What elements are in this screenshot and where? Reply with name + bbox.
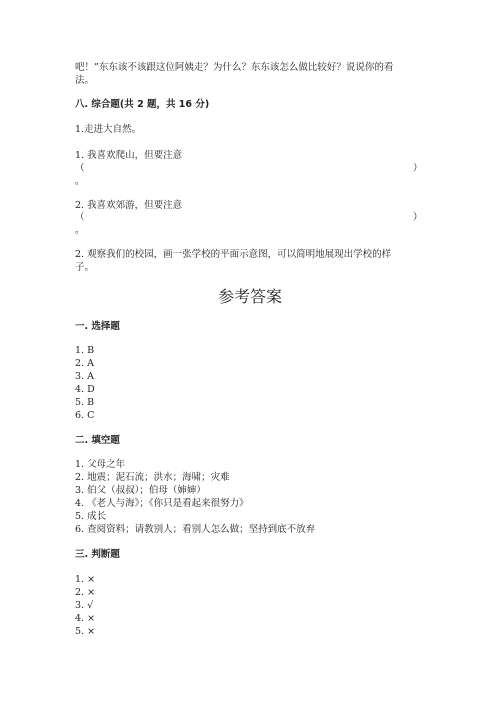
- choice-answer-6: 6. C: [75, 410, 95, 421]
- fill-answer-6: 6. 查阅资料；请教别人；看别人怎么做；坚持到底不放弃: [75, 524, 316, 535]
- section-heading-comprehensive: 八. 综合题(共 2 题，共 16 分): [75, 99, 210, 110]
- question-1a-text: 1. 我喜欢爬山，但要注意: [75, 150, 183, 161]
- fill-answer-3: 3. 伯父（叔叔）；伯母（婶婶）: [75, 485, 206, 496]
- judge-answer-2: 2. ×: [75, 587, 96, 598]
- question-intro-line-1: 吧！”东东该不该跟这位阿姨走？为什么？东东该怎么做比较好？说说你的看: [75, 62, 394, 73]
- question-2-line-1: 2. 观察我们的校园，画一张学校的平面示意图，可以简明地展现出学校的样: [75, 249, 392, 260]
- judge-answer-1: 1. ×: [75, 574, 96, 585]
- question-1a-close-paren: ）: [413, 163, 423, 174]
- answers-title: 参考答案: [217, 287, 282, 306]
- question-1-text: 1.走进大自然。: [75, 124, 142, 135]
- judge-answer-4: 4. ×: [75, 613, 96, 624]
- choice-answer-2: 2. A: [75, 358, 94, 369]
- choice-answer-1: 1. B: [75, 345, 95, 356]
- choice-answer-5: 5. B: [75, 397, 95, 408]
- question-intro-line-2: 法。: [75, 75, 95, 86]
- judge-answer-5: 5. ×: [75, 626, 96, 637]
- question-1b-close-paren: ）: [413, 212, 423, 223]
- question-1b-period: 。: [75, 225, 85, 236]
- fill-answer-4: 4. 《老人与海》；《你只是看起来很努力》: [75, 498, 249, 509]
- question-1a-open-paren: （: [75, 163, 85, 174]
- fill-answer-2: 2. 地震；泥石流；洪水；海啸；灾难: [75, 472, 230, 483]
- choice-answer-4: 4. D: [75, 384, 95, 395]
- question-1a-period: 。: [75, 176, 85, 187]
- fill-answer-5: 5. 成长: [75, 511, 107, 522]
- section-heading-choice: 一. 选择题: [75, 321, 120, 332]
- question-2-line-2: 子。: [75, 262, 95, 273]
- fill-answer-1: 1. 父母之年: [75, 459, 126, 470]
- question-1b-open-paren: （: [75, 212, 85, 223]
- section-heading-judge: 三. 判断题: [75, 549, 120, 560]
- judge-answer-3: 3. √: [75, 600, 94, 611]
- section-heading-fill: 二. 填空题: [75, 435, 120, 446]
- question-1b-text: 2. 我喜欢郊游，但要注意: [75, 200, 183, 211]
- choice-answer-3: 3. A: [75, 371, 94, 382]
